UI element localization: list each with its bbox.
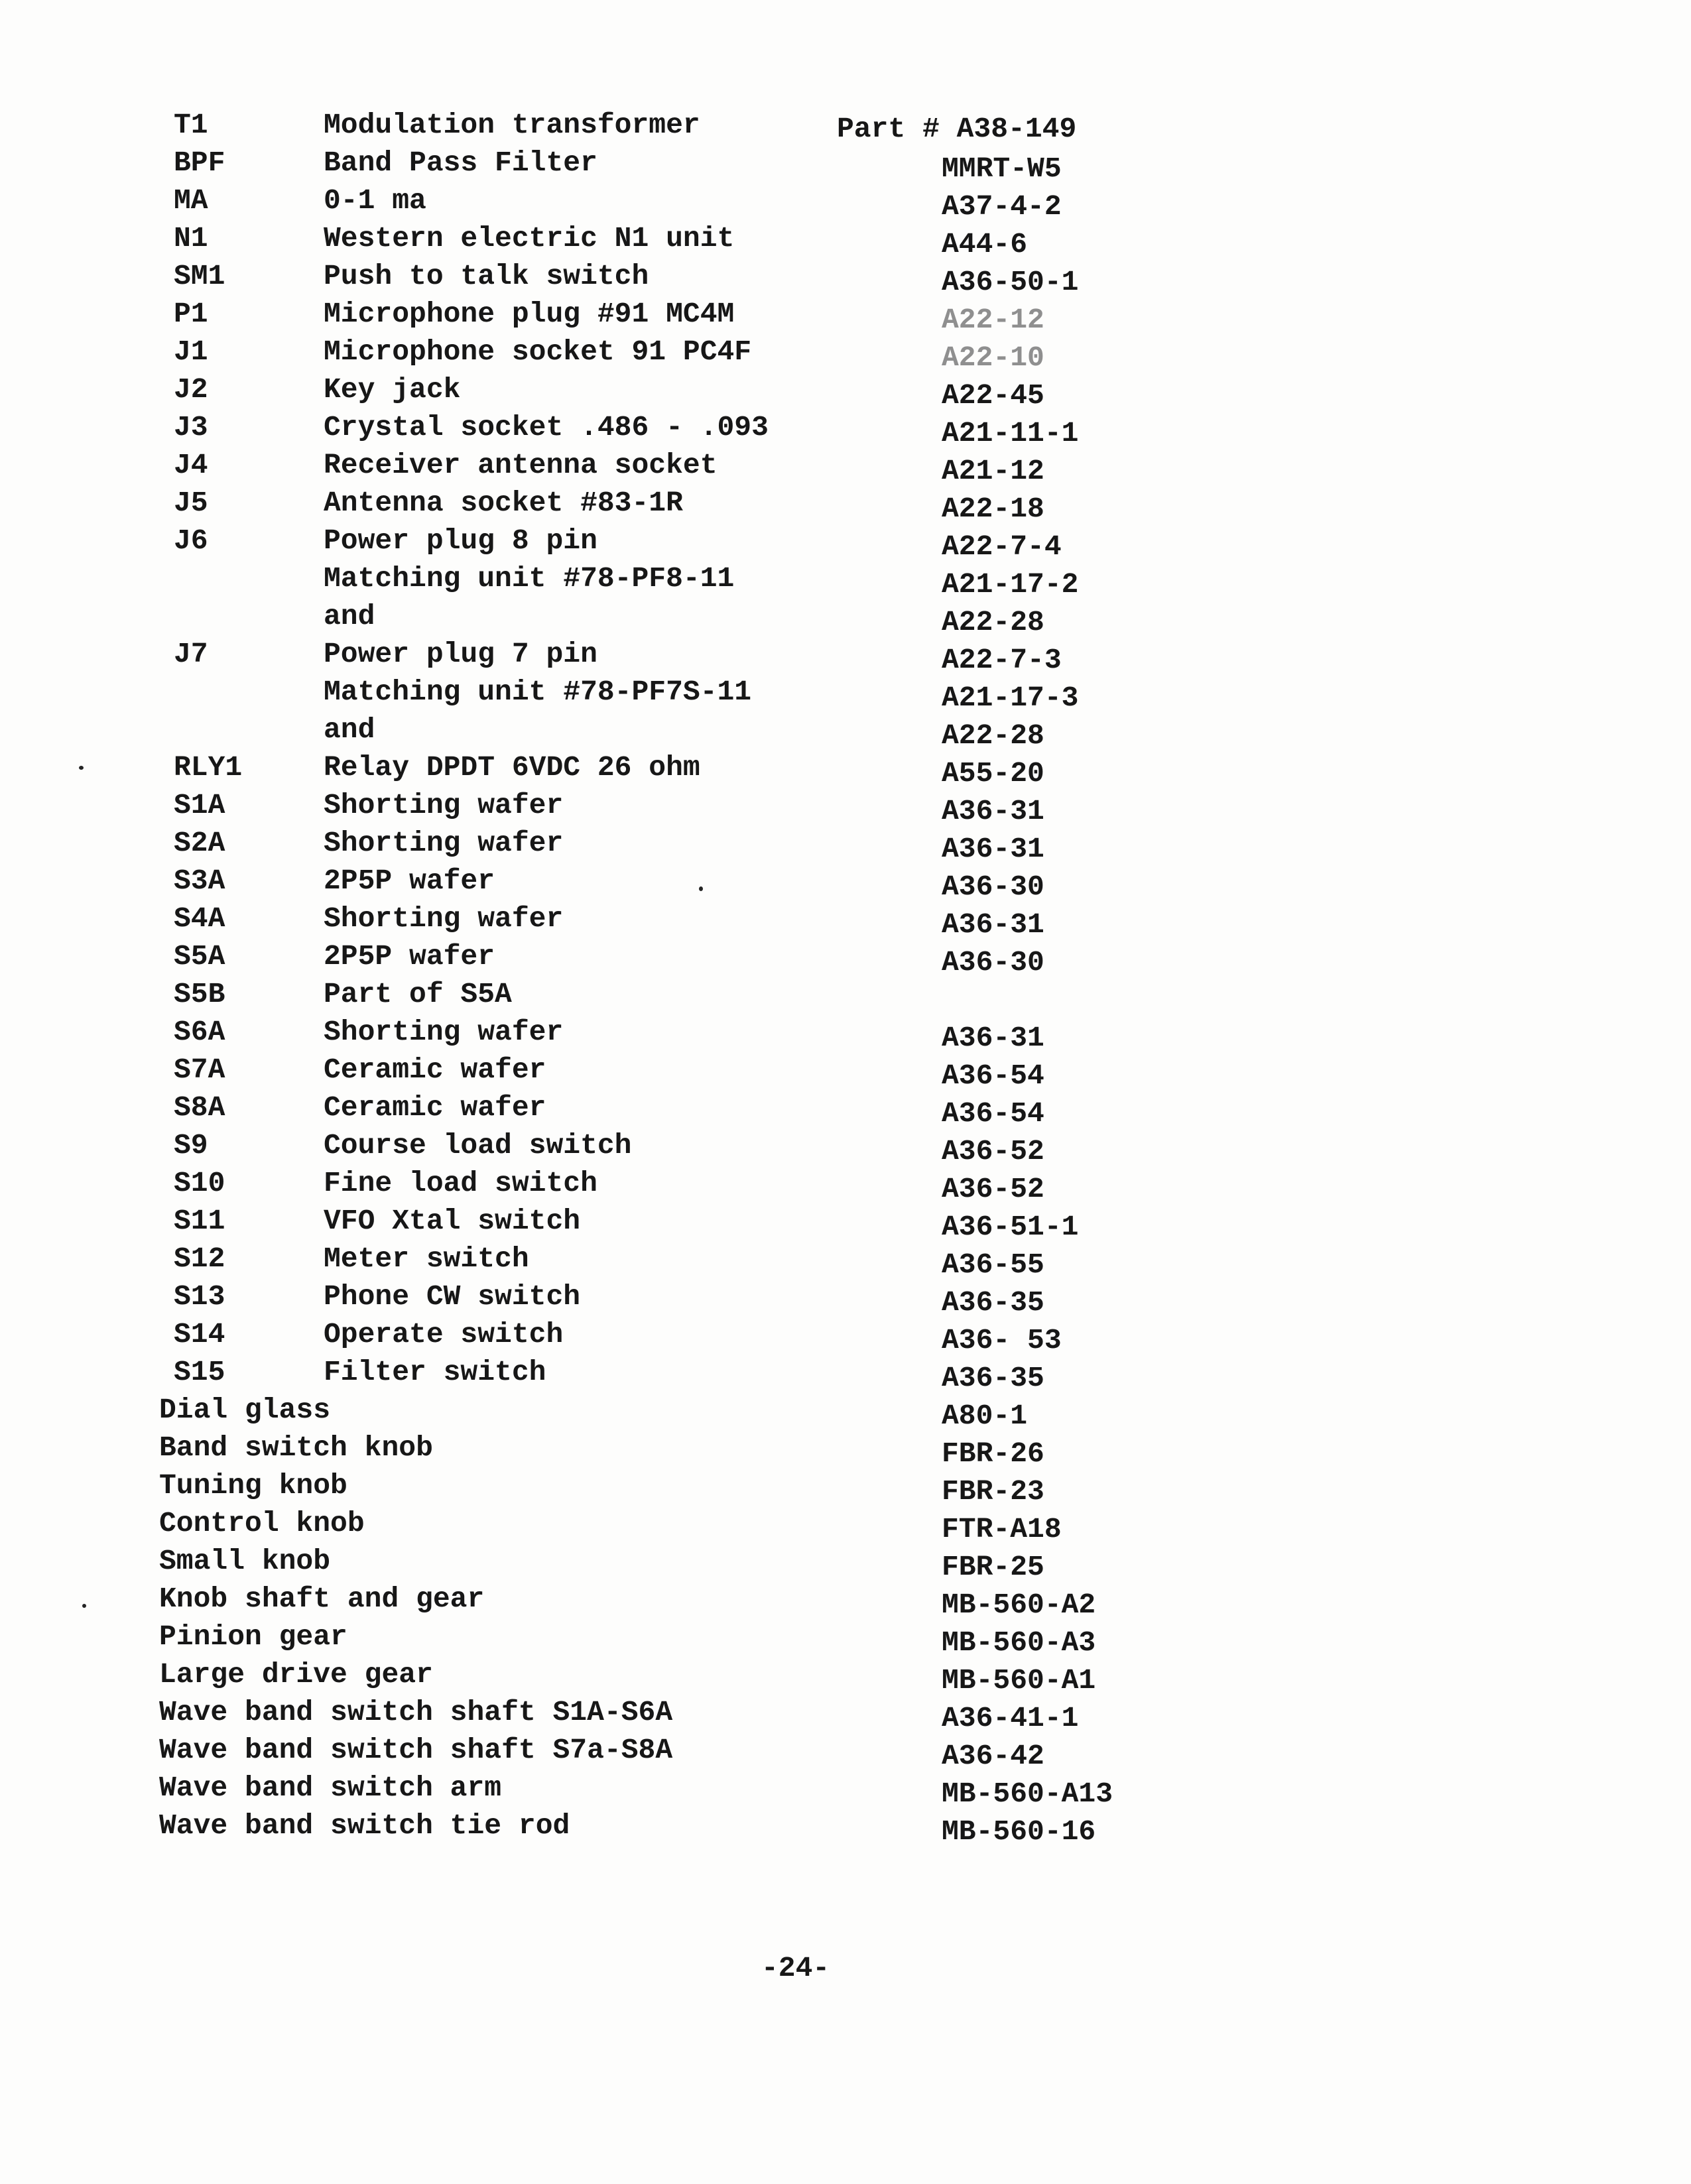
designator-cell: J2 — [174, 373, 208, 406]
designator-cell: P1 — [174, 298, 208, 330]
parts-row — [0, 144, 1691, 185]
description-cell: Matching unit #78-PF8-11 — [324, 562, 735, 595]
description-cell: Filter switch — [324, 1356, 546, 1388]
designator-cell: S4A — [174, 902, 225, 935]
parts-row — [0, 1542, 1691, 1583]
description-cell: Power plug 8 pin — [324, 524, 597, 557]
parts-row — [0, 711, 1691, 752]
parts-row — [0, 257, 1691, 298]
description-cell: Course load switch — [324, 1129, 632, 1162]
part-number-cell: A36-52 — [942, 1135, 1044, 1168]
part-number-cell: A22-12 — [942, 304, 1044, 336]
description-cell: Receiver antenna socket — [324, 449, 718, 481]
parts-row — [0, 1013, 1691, 1054]
parts-row — [0, 1353, 1691, 1394]
page-number: -24- — [761, 1952, 830, 1984]
part-number-cell: A80-1 — [942, 1400, 1028, 1432]
designator-cell: S7A — [174, 1054, 225, 1086]
parts-row — [0, 975, 1691, 1013]
description-cell: Ceramic wafer — [324, 1091, 546, 1124]
part-number-cell: A36-31 — [942, 1022, 1044, 1054]
designator-cell: S14 — [174, 1318, 225, 1351]
description-cell: Microphone plug #91 MC4M — [324, 298, 735, 330]
parts-row — [0, 1467, 1691, 1508]
part-number-cell: FBR-26 — [942, 1437, 1044, 1470]
designator-cell: J7 — [174, 638, 208, 670]
parts-list — [0, 106, 1691, 1848]
description-cell: Modulation transformer — [324, 109, 700, 141]
description-cell: Band switch knob — [159, 1431, 433, 1464]
designator-cell: J4 — [174, 449, 208, 481]
parts-row — [0, 786, 1691, 827]
description-cell: VFO Xtal switch — [324, 1205, 581, 1237]
description-cell: 0-1 ma — [324, 184, 426, 217]
parts-row — [0, 1731, 1691, 1772]
description-cell: and — [324, 713, 375, 746]
description-cell: 2P5P wafer — [324, 865, 495, 897]
designator-cell: S2A — [174, 827, 225, 859]
description-cell: Key jack — [324, 373, 461, 406]
designator-cell: S15 — [174, 1356, 225, 1388]
description-cell: Band Pass Filter — [324, 147, 597, 179]
description-cell: Shorting wafer — [324, 789, 564, 821]
parts-row — [0, 106, 1691, 144]
parts-row — [0, 182, 1691, 223]
description-cell: Wave band switch shaft S1A-S6A — [159, 1696, 673, 1729]
parts-row — [0, 560, 1691, 601]
description-cell: and — [324, 600, 375, 633]
description-cell: Shorting wafer — [324, 827, 564, 859]
description-cell: Push to talk switch — [324, 260, 649, 292]
designator-cell: S13 — [174, 1280, 225, 1313]
parts-row — [0, 522, 1691, 563]
description-cell: Large drive gear — [159, 1658, 433, 1691]
parts-row — [0, 1693, 1691, 1734]
part-number-cell: MB-560-A13 — [942, 1778, 1113, 1810]
part-number-cell: A36-50-1 — [942, 266, 1079, 298]
part-number-cell: A36-54 — [942, 1060, 1044, 1092]
description-cell: Microphone socket 91 PC4F — [324, 335, 752, 368]
designator-cell: RLY1 — [174, 751, 243, 784]
part-number-cell: Part # A38-149 — [837, 113, 1077, 145]
parts-row — [0, 1089, 1691, 1130]
scan-speck — [79, 766, 84, 770]
part-number-cell: A36-51-1 — [942, 1211, 1079, 1243]
parts-row — [0, 295, 1691, 336]
part-number-cell: A36-35 — [942, 1286, 1044, 1319]
designator-cell: S10 — [174, 1167, 225, 1199]
parts-row — [0, 1051, 1691, 1092]
description-cell: 2P5P wafer — [324, 940, 495, 973]
part-number-cell: MMRT-W5 — [942, 152, 1062, 185]
parts-row — [0, 635, 1691, 676]
part-number-cell: A22-7-4 — [942, 530, 1062, 563]
scan-speck — [82, 1604, 86, 1608]
parts-row — [0, 1504, 1691, 1546]
description-cell: Tuning knob — [159, 1469, 347, 1502]
part-number-cell: A36-41-1 — [942, 1702, 1079, 1734]
part-number-cell: MB-560-A2 — [942, 1589, 1096, 1621]
part-number-cell: FTR-A18 — [942, 1513, 1062, 1546]
part-number-cell: A21-12 — [942, 455, 1044, 487]
parts-row — [0, 1429, 1691, 1470]
description-cell: Small knob — [159, 1545, 331, 1577]
part-number-cell: FBR-25 — [942, 1551, 1044, 1583]
parts-row — [0, 1164, 1691, 1205]
part-number-cell: A55-20 — [942, 757, 1044, 790]
description-cell: Relay DPDT 6VDC 26 ohm — [324, 751, 700, 784]
description-cell: Crystal socket .486 - .093 — [324, 411, 769, 444]
part-number-cell: A36-42 — [942, 1740, 1044, 1772]
part-number-cell: A36-31 — [942, 833, 1044, 865]
designator-cell: T1 — [174, 109, 208, 141]
parts-row — [0, 371, 1691, 412]
designator-cell: S3A — [174, 865, 225, 897]
description-cell: Pinion gear — [159, 1620, 347, 1653]
description-cell: Power plug 7 pin — [324, 638, 597, 670]
designator-cell: MA — [174, 184, 208, 217]
part-number-cell: A36-31 — [942, 908, 1044, 941]
description-cell: Ceramic wafer — [324, 1054, 546, 1086]
parts-row — [0, 1202, 1691, 1243]
description-cell: Wave band switch arm — [159, 1772, 502, 1804]
designator-cell: S11 — [174, 1205, 225, 1237]
parts-row — [0, 673, 1691, 714]
description-cell: Shorting wafer — [324, 1016, 564, 1048]
description-cell: Phone CW switch — [324, 1280, 581, 1313]
part-number-cell: A44-6 — [942, 228, 1028, 261]
parts-row — [0, 749, 1691, 790]
parts-row — [0, 219, 1691, 261]
parts-row — [0, 1391, 1691, 1432]
designator-cell: BPF — [174, 147, 225, 179]
part-number-cell: A36-30 — [942, 871, 1044, 903]
part-number-cell: A22-18 — [942, 493, 1044, 525]
parts-row — [0, 1126, 1691, 1168]
part-number-cell: A36- 53 — [942, 1324, 1062, 1357]
part-number-cell: A22-7-3 — [942, 644, 1062, 676]
designator-cell: S12 — [174, 1243, 225, 1275]
description-cell: Matching unit #78-PF7S-11 — [324, 676, 752, 708]
parts-row — [0, 1807, 1691, 1848]
part-number-cell: A36-52 — [942, 1173, 1044, 1205]
parts-row — [0, 1240, 1691, 1281]
description-cell: Part of S5A — [324, 978, 512, 1010]
description-cell: Fine load switch — [324, 1167, 597, 1199]
designator-cell: S1A — [174, 789, 225, 821]
designator-cell: S5B — [174, 978, 225, 1010]
parts-row — [0, 1315, 1691, 1357]
designator-cell: N1 — [174, 222, 208, 255]
parts-row — [0, 938, 1691, 979]
part-number-cell: A22-45 — [942, 379, 1044, 412]
part-number-cell: A21-17-3 — [942, 682, 1079, 714]
designator-cell: J6 — [174, 524, 208, 557]
description-cell: Western electric N1 unit — [324, 222, 735, 255]
part-number-cell: MB-560-A1 — [942, 1664, 1096, 1697]
designator-cell: S9 — [174, 1129, 208, 1162]
part-number-cell: A36-35 — [942, 1362, 1044, 1394]
description-cell: Knob shaft and gear — [159, 1583, 485, 1615]
description-cell: Operate switch — [324, 1318, 564, 1351]
description-cell: Wave band switch tie rod — [159, 1809, 570, 1842]
parts-row — [0, 484, 1691, 525]
description-cell: Wave band switch shaft S7a-S8A — [159, 1734, 673, 1766]
parts-row — [0, 1769, 1691, 1810]
parts-row — [0, 333, 1691, 374]
part-number-cell: A22-28 — [942, 719, 1044, 752]
part-number-cell: A36-31 — [942, 795, 1044, 827]
part-number-cell: A36-30 — [942, 946, 1044, 979]
part-number-cell: A22-10 — [942, 341, 1044, 374]
description-cell: Meter switch — [324, 1243, 529, 1275]
parts-row — [0, 408, 1691, 450]
description-cell: Shorting wafer — [324, 902, 564, 935]
parts-row — [0, 824, 1691, 865]
parts-row — [0, 862, 1691, 903]
parts-row — [0, 1278, 1691, 1319]
designator-cell: S8A — [174, 1091, 225, 1124]
part-number-cell: A21-17-2 — [942, 568, 1079, 601]
part-number-cell: MB-560-A3 — [942, 1626, 1096, 1659]
designator-cell: S6A — [174, 1016, 225, 1048]
part-number-cell: A21-11-1 — [942, 417, 1079, 450]
parts-row — [0, 1656, 1691, 1697]
part-number-cell: A36-54 — [942, 1097, 1044, 1130]
part-number-cell: A37-4-2 — [942, 190, 1062, 223]
designator-cell: J1 — [174, 335, 208, 368]
description-cell: Control knob — [159, 1507, 365, 1540]
part-number-cell: A36-55 — [942, 1248, 1044, 1281]
description-cell: Antenna socket #83-1R — [324, 487, 683, 519]
part-number-cell: FBR-23 — [942, 1475, 1044, 1508]
parts-row — [0, 597, 1691, 638]
designator-cell: J5 — [174, 487, 208, 519]
part-number-cell: A22-28 — [942, 606, 1044, 638]
designator-cell: SM1 — [174, 260, 225, 292]
parts-row — [0, 446, 1691, 487]
parts-row — [0, 900, 1691, 941]
description-cell: Dial glass — [159, 1394, 331, 1426]
designator-cell: J3 — [174, 411, 208, 444]
parts-row — [0, 1618, 1691, 1659]
parts-row — [0, 1580, 1691, 1621]
part-number-cell: MB-560-16 — [942, 1815, 1096, 1848]
designator-cell: S5A — [174, 940, 225, 973]
scan-speck — [699, 886, 703, 891]
